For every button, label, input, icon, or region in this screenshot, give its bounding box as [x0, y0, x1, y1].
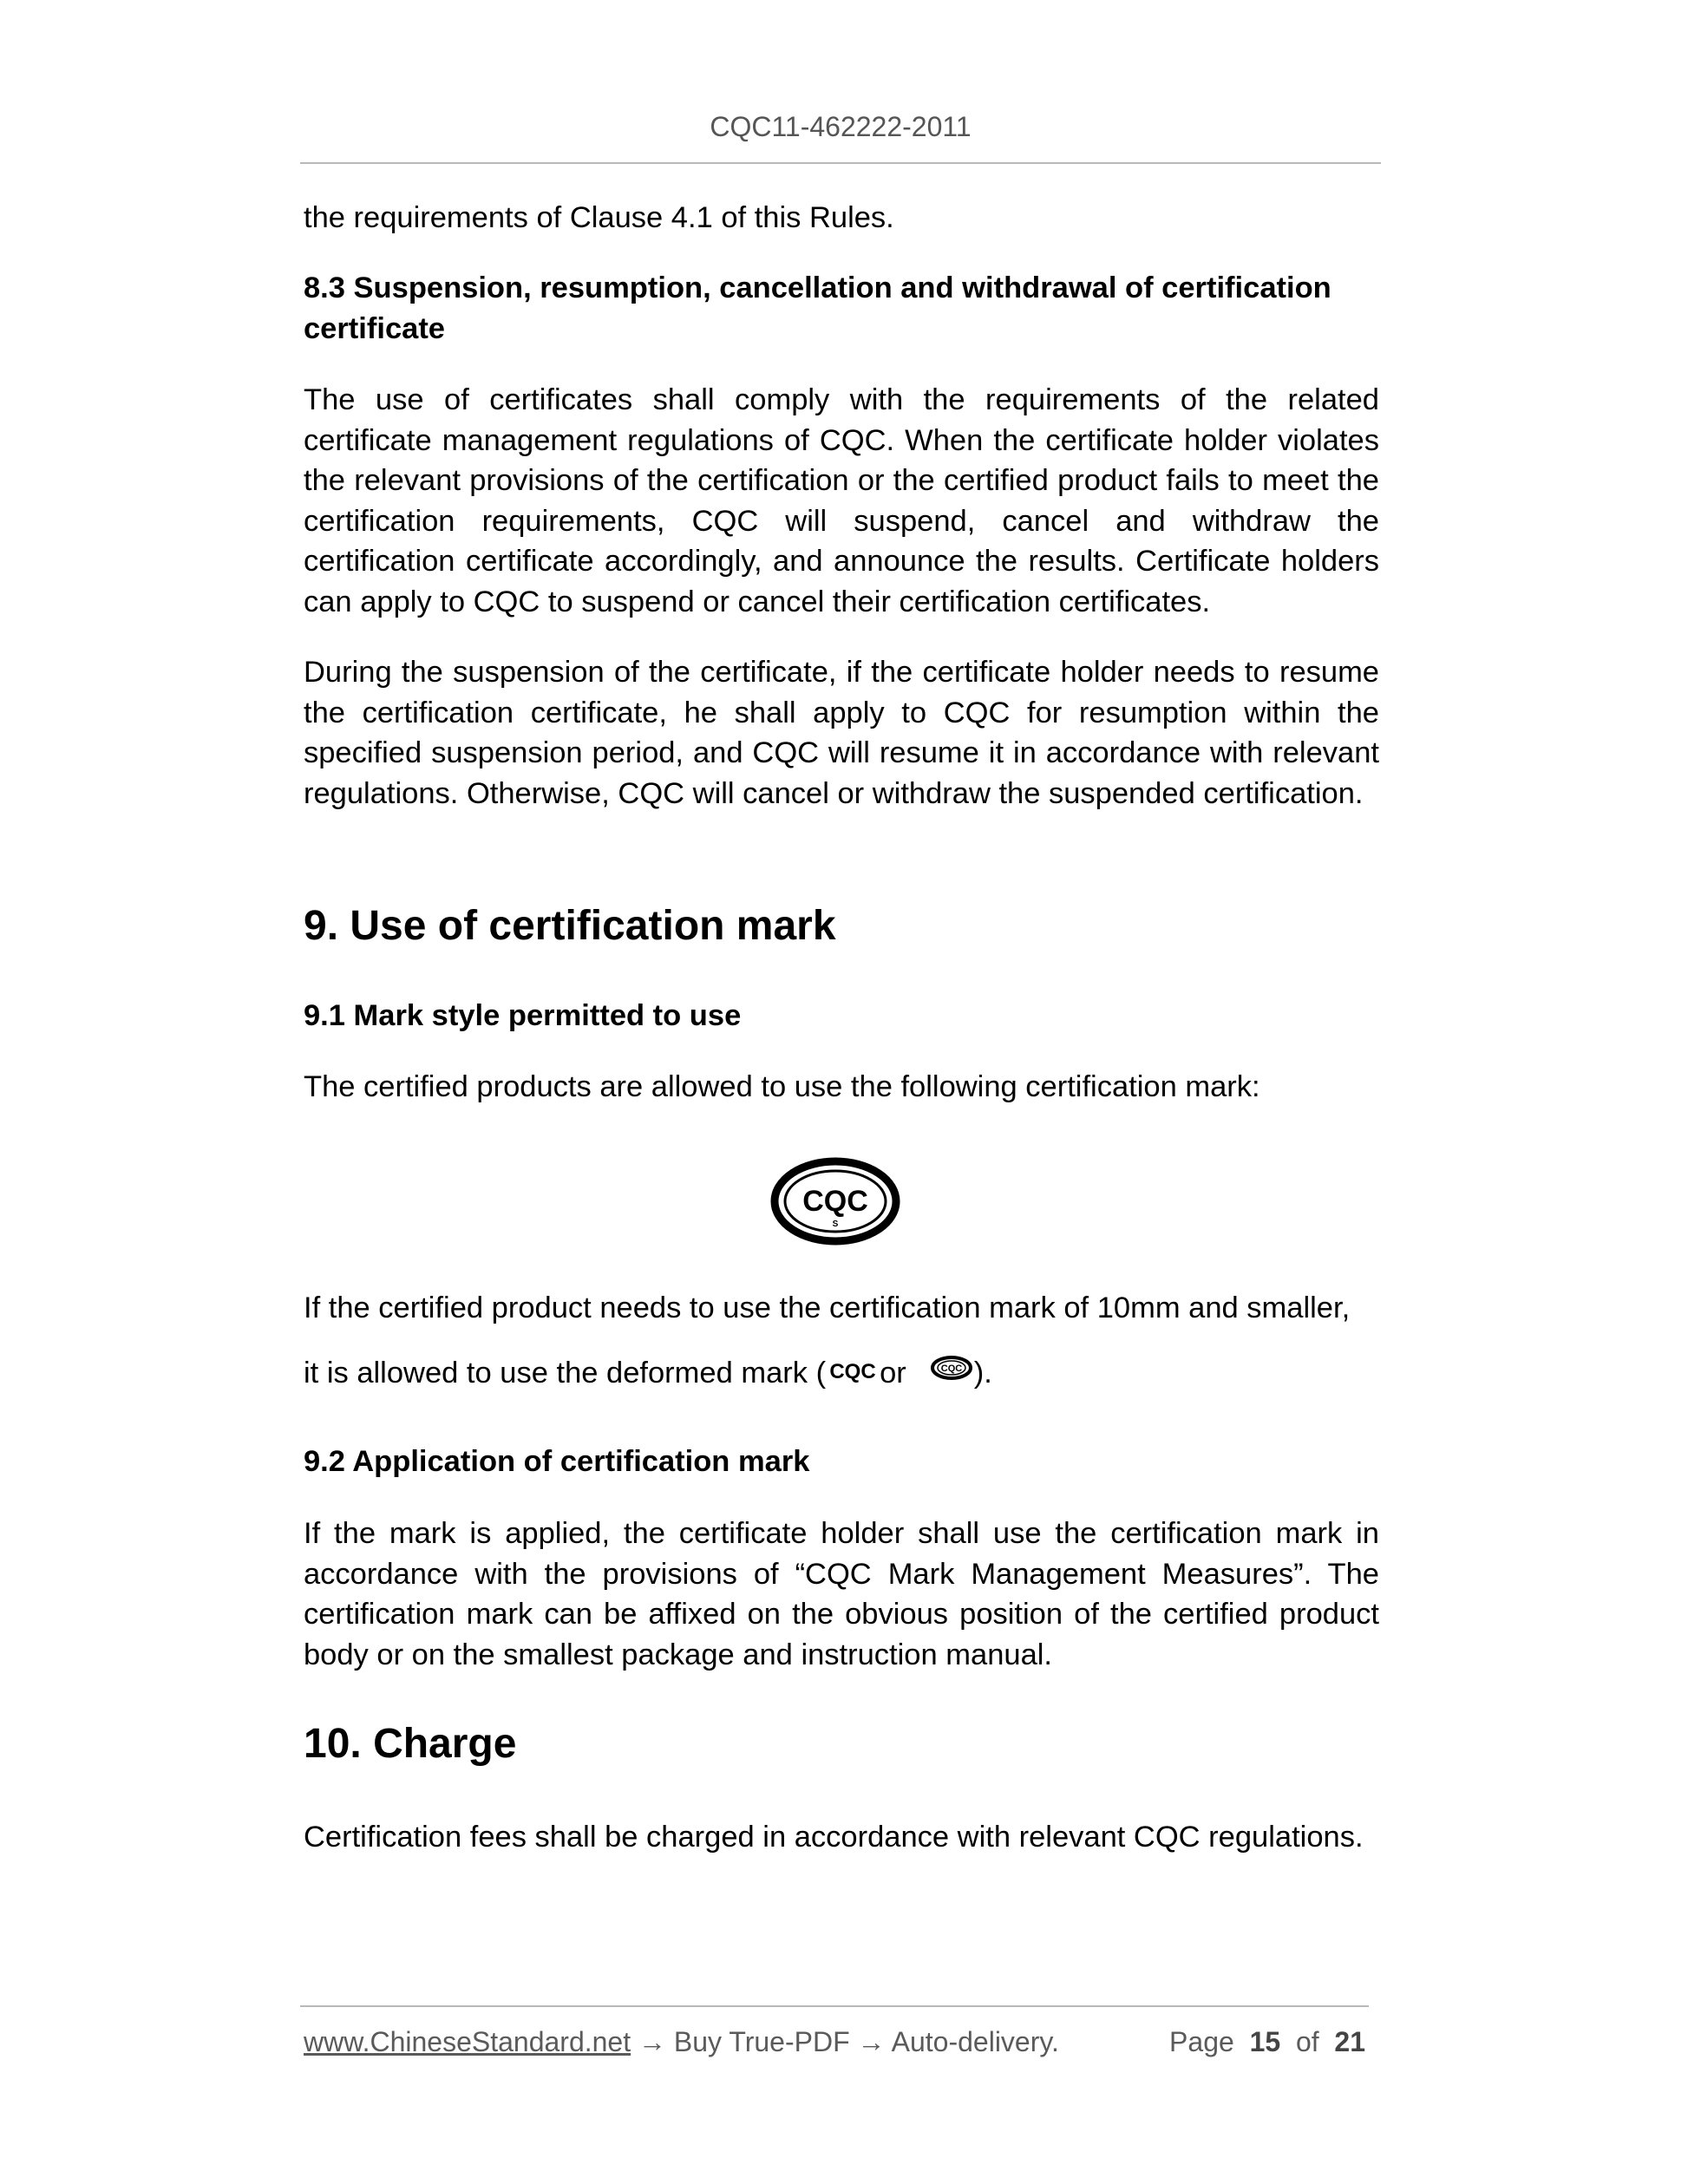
cqc-logo-subtext: S [832, 1220, 839, 1229]
section-8-3-heading: 8.3 Suspension, resumption, cancellation and withdrawal of certification certificate [304, 271, 1331, 345]
cqc-mark-logo [769, 1154, 901, 1249]
cqc-deformed-mark-a-icon [826, 1355, 880, 1396]
footer-divider [300, 2005, 1369, 2007]
page-label: Page [1169, 2026, 1234, 2057]
cqc-logo-text: CQC [802, 1185, 868, 1218]
page-number: 15 [1249, 2026, 1281, 2057]
total-pages: 21 [1334, 2026, 1365, 2057]
footer-arrow-2: → [857, 2026, 886, 2057]
footer-arrow-1: → [638, 2026, 666, 2057]
section-10-heading: 10. Charge [304, 1721, 517, 1767]
section-8-3-paragraph-2: During the suspension of the certificate, if the certificate holder needs to resume the certification certificate, he shall apply to CQC for resumption within the specified suspension period, and CQC will resume it in accordance with relevant regulations. Otherwise, CQC will cancel or withdraw the suspended certification. [304, 656, 1379, 810]
section-10-paragraph: Certification fees shall be charged in accordance with relevant CQC regulations. [304, 1821, 1364, 1854]
svg-text:CQC: CQC [829, 1360, 876, 1383]
of-label: of [1295, 2026, 1319, 2057]
section-9-1-paragraph-1: The certified products are allowed to use the following certification mark: [304, 1070, 1260, 1103]
deformed-mark-or: or [880, 1357, 906, 1390]
section-9-heading: 9. Use of certification mark [304, 903, 836, 949]
continuation-paragraph: the requirements of Clause 4.1 of this Rules. [304, 201, 894, 234]
chinesestandard-link[interactable]: www.ChineseStandard.net [304, 2026, 631, 2057]
footer-buy-text: Buy True-PDF [673, 2026, 850, 2057]
page-header: CQC11-462222-2011 [710, 111, 972, 142]
page-indicator [1169, 2026, 1365, 2058]
section-9-1-heading: 9.1 Mark style permitted to use [304, 999, 742, 1032]
deformed-mark-text-pre: it is allowed to use the deformed mark ( [304, 1357, 827, 1390]
section-9-1-paragraph-2-line-1: If the certified product needs to use the certification mark of 10mm and smaller, [304, 1291, 1351, 1324]
cqc-deformed-mark-b-icon [929, 1355, 974, 1396]
section-9-2-heading: 9.2 Application of certification mark [304, 1445, 810, 1478]
page-footer [304, 2026, 1371, 2058]
section-8-3-paragraph-1: The use of certificates shall comply with the requirements of the related certificate management regulations of CQC. When the certificate holder violates the relevant provisions of the certification or the certified product fails to meet the certification requirements, CQC will suspend, cancel and withdraw the certification certificate accordingly, and announce the results. Certificate holders can apply to CQC to suspend or cancel their certification certificates. [304, 383, 1379, 618]
section-9-2-paragraph: If the mark is applied, the certificate holder shall use the certification mark in accordance with the provisions of “CQC Mark Management Measures”. The certification mark can be affixed on the obvious position of the certified product body or on the smallest package and instruction manual. [304, 1517, 1379, 1671]
header-divider [300, 162, 1381, 164]
footer-delivery-text: Auto-delivery. [891, 2026, 1059, 2057]
section-9-1-paragraph-2-line-2 [304, 1353, 1379, 1396]
svg-text:CQC: CQC [940, 1363, 963, 1374]
deformed-mark-text-post: ). [973, 1357, 992, 1390]
